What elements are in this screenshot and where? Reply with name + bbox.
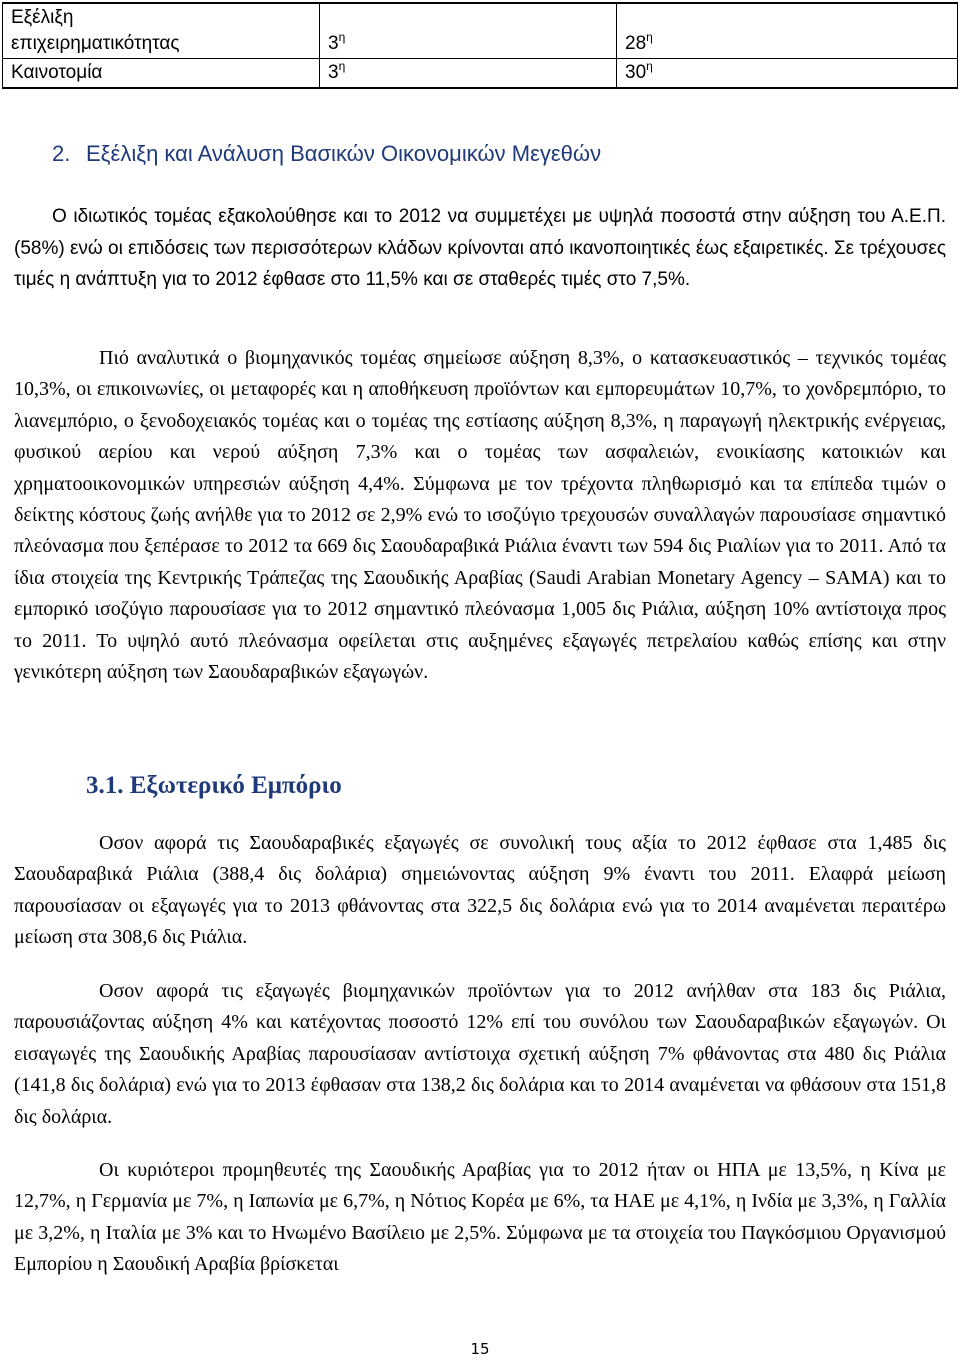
table-row <box>3 3 958 59</box>
table-cell-label <box>3 3 320 59</box>
section-heading <box>52 141 601 167</box>
paragraph: Ο ιδιωτικός τομέας εξακολούθησε και το 2012 να συμμετέχει με υψηλά ποσοστά στην αύξηση του Α.Ε.Π. (58%) ενώ οι επιδόσεις των περισσότερων κλάδων κρίνονται από ικανοποιητικές έως εξαιρετικές. Σε τρέχουσες τιμές η ανάπτυξη για το 2012 έφθασε στο 11,5% και σε σταθερές τιμές στο 7,5%. <box>14 206 946 290</box>
row-label-line2: επιχειρηματικότητας <box>11 33 180 54</box>
subsection-heading: 3.1. Εξωτερικό Εμπόριο <box>86 772 342 799</box>
rank-value: 28 <box>625 33 647 54</box>
table-cell-rank-a <box>320 59 617 89</box>
table-cell-rank-b <box>617 3 958 59</box>
table-cell-label: Καινοτομία <box>3 59 320 89</box>
table-row <box>3 59 958 89</box>
table-cell-rank-a <box>320 3 617 59</box>
rank-suffix: η <box>646 59 653 73</box>
ranking-table <box>2 2 958 89</box>
rank-suffix: η <box>338 59 346 73</box>
section-number: 2. <box>52 141 71 166</box>
rank-suffix: η <box>338 30 346 44</box>
section-title: Εξέλιξη και Ανάλυση Βασικών Οικονομικών Μεγεθών <box>86 141 602 166</box>
row-label-line1: Εξέλιξη <box>11 7 74 28</box>
rank-value: 3 <box>328 33 339 54</box>
page-number: 15 <box>470 1340 490 1358</box>
paragraph: Οσον αφορά τις Σαουδαραβικές εξαγωγές σε συνολική τους αξία το 2012 έφθασε στα 1,485 δις Σαουδαραβικά Ριάλια (388,4 δις δολάρια) σημειώνοντας αύξηση 9% έναντι του 2011. Ελαφρά μείωση παρουσίασαν οι εξαγωγές για το 2013 φθάνοντας στα 322,5 δις δολάρια ενώ για το 2014 αναμένεται περαιτέρω μείωση στα 308,6 δις Ριάλια. <box>14 832 946 949</box>
rank-value: 30 <box>625 62 647 83</box>
paragraph: Πιό αναλυτικά ο βιομηχανικός τομέας σημείωσε αύξηση 8,3%, ο κατασκευαστικός – τεχνικός τομέας 10,3%, οι επικοινωνίες, οι μεταφορές και η αποθήκευση προϊόντων και εμπορευμάτων 10,7%, το χονδρεμπόριο, το λιανεμπόριο, ο ξενοδοχειακός τομέας και ο τομέας της εστίασης αύξηση 8,3%, η παραγωγή ηλεκτρικής ενέργειας, φυσικού αερίου και νερού αύξηση 7,3% και ο τομέας των ασφαλειών, ενοικίασης κατοικιών και χρηματοοικονομικών υπηρεσιών αύξηση 4,4%. Σύμφωνα με τον τρέχοντα πληθωρισμό και τα επίπεδα τιμών ο δείκτης κόστους ζωής ανήλθε για το 2012 σε 2,9% ενώ το ισοζύγιο τρεχουσών συναλλαγών παρουσίασε σημαντικό πλεόνασμα που ξεπέρασε το 2012 τα 669 δις Σαουδαραβικά Ριάλια έναντι των 594 δις Ριαλίων για το 2011. Από τα ίδια στοιχεία της Κεντρικής Τράπεζας της Σαουδικής Αραβίας (Saudi Arabian Monetary Agency – SAMA) και το εμπορικό ισοζύγιο παρουσίασε για το 2012 σημαντικό πλεόνασμα 1,005 δις Ριάλια, αύξηση 10% αντίστοιχα προς το 2011. Το υψηλό αυτό πλεόνασμα οφείλεται στις αυξημένες εξαγωγές πετρελαίου καθώς επίσης και στην γενικότερη αύξηση των Σαουδαραβικών εξαγωγών. <box>14 347 946 684</box>
paragraph: Οσον αφορά τις εξαγωγές βιομηχανικών προϊόντων για το 2012 ανήλθαν στα 183 δις Ριάλια, παρουσιάζοντας αύξηση 4% και κατέχοντας ποσοστό 12% επί του συνόλου των Σαουδαραβικών εξαγωγών. Οι εισαγωγές της Σαουδικής Αραβίας παρουσίασαν αντίστοιχα σχετική αύξηση 7% φθάνοντας στα 480 δις Ριάλια (141,8 δις δολάρια) ενώ για το 2013 έφθασαν στα 138,2 δις δολάρια και το 2014 αναμένεται να φθάσουν στα 151,8 δις δολάρια. <box>14 980 946 1128</box>
rank-suffix: η <box>646 30 653 44</box>
rank-value: 3 <box>328 62 339 83</box>
paragraph: Οι κυριότεροι προμηθευτές της Σαουδικής Αραβίας για το 2012 ήταν οι ΗΠΑ με 13,5%, η Κίνα με 12,7%, η Γερμανία με 7%, η Ιαπωνία με 6,7%, η Νότιος Κορέα με 6%, τα ΗΑΕ με 4,1%, η Ινδία με 3,3%, η Γαλλία με 3,2%, η Ιταλία με 3% και το Ηνωμένο Βασίλειο με 2,5%. Σύμφωνα με τα στοιχεία του Παγκόσμιου Οργανισμού Εμπορίου η Σαουδική Αραβία βρίσκεται <box>14 1159 946 1276</box>
table-cell-rank-b <box>617 59 958 89</box>
